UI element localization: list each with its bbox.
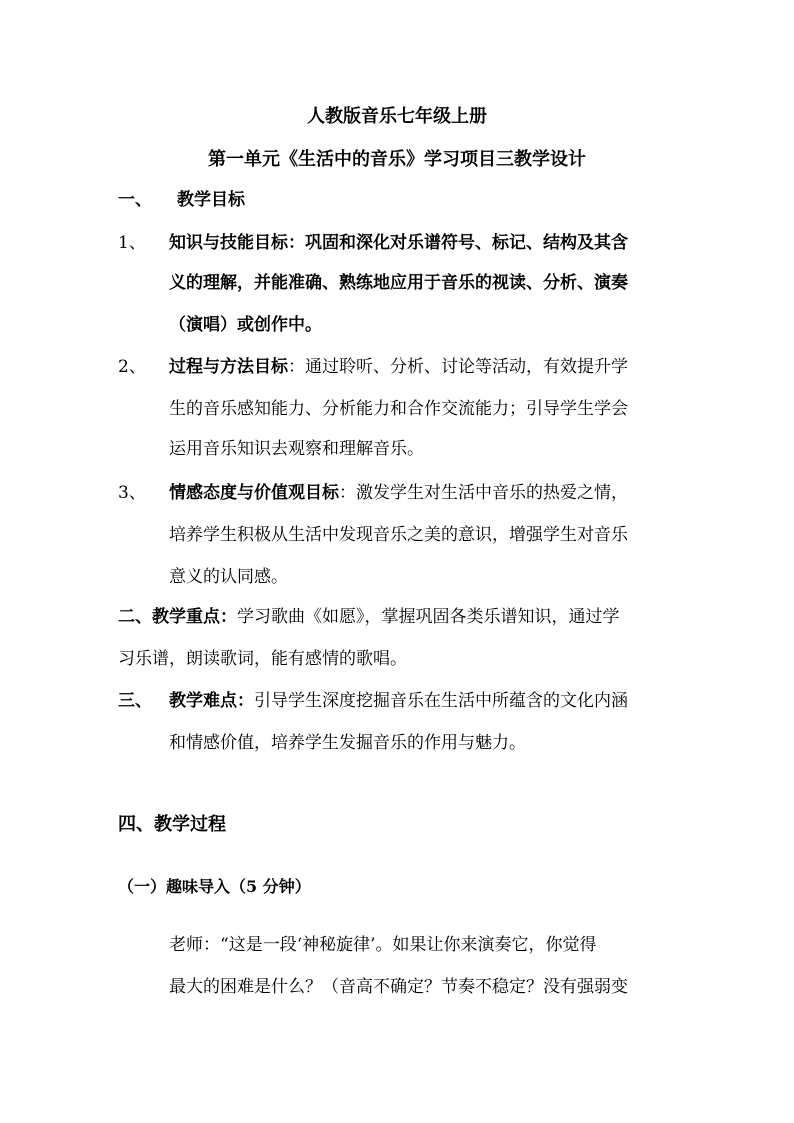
subsection-heading: （一）趣味导入（5 分钟） <box>118 877 311 896</box>
section-heading: 四、教学过程 <box>118 814 226 835</box>
goal-label: 情感态度与价值观目标 <box>169 483 339 503</box>
section-heading: 教学目标 <box>177 190 245 210</box>
list-item <box>169 233 628 253</box>
goal-label: 知识与技能目标： <box>169 233 305 253</box>
section-number: 一、 <box>118 190 152 210</box>
goal-text: 意义的认同感。 <box>169 567 288 587</box>
section-number: 三、 <box>118 691 152 711</box>
paragraph-text: 最大的困难是什么？（音高不确定？节奏不稳定？没有强弱变 <box>169 977 628 997</box>
section-key-points <box>118 607 620 627</box>
doc-title: 人教版音乐七年级上册 <box>307 106 487 127</box>
goal-text: 培养学生积极从生活中发现音乐之美的意识，增强学生对音乐 <box>169 525 628 545</box>
section-text: 习乐谱，朗读歌词，能有感情的歌唱。 <box>118 649 407 669</box>
goal-text: （演唱）或创作中。 <box>169 315 322 335</box>
list-number: 2、 <box>118 357 146 377</box>
goal-label: 过程与方法目标 <box>169 357 288 377</box>
goal-text: ：激发学生对生活中音乐的热爱之情， <box>339 483 628 503</box>
goal-text: 运用音乐知识去观察和理解音乐。 <box>169 439 424 459</box>
list-number: 1、 <box>118 233 146 253</box>
list-item <box>169 483 628 503</box>
doc-subtitle: 第一单元《生活中的音乐》学习项目三教学设计 <box>208 149 586 170</box>
goal-text: 义的理解，并能准确、熟练地应用于音乐的视读、分析、演奏 <box>169 273 628 293</box>
section-text: 和情感价值，培养学生发掘音乐的作用与魅力。 <box>169 733 526 753</box>
goal-text: 生的音乐感知能力、分析能力和合作交流能力；引导学生学会 <box>169 399 628 419</box>
section-difficulties <box>169 691 628 711</box>
paragraph-text: 老师：“这是一段‘神秘旋律’。如果让你来演奏它，你觉得 <box>169 935 597 955</box>
list-item <box>169 357 628 377</box>
goal-text: ：通过聆听、分析、讨论等活动，有效提升学 <box>288 357 628 377</box>
section-text: 引导学生深度挖掘音乐在生活中所蕴含的文化内涵 <box>254 691 628 711</box>
goal-text: 巩固和深化对乐谱符号、标记、结构及其含 <box>305 233 628 253</box>
list-number: 3、 <box>118 483 146 503</box>
section-label: 二、教学重点： <box>118 607 237 627</box>
section-label: 教学难点： <box>169 691 254 711</box>
section-text: 学习歌曲《如愿》，掌握巩固各类乐谱知识，通过学 <box>237 607 620 627</box>
